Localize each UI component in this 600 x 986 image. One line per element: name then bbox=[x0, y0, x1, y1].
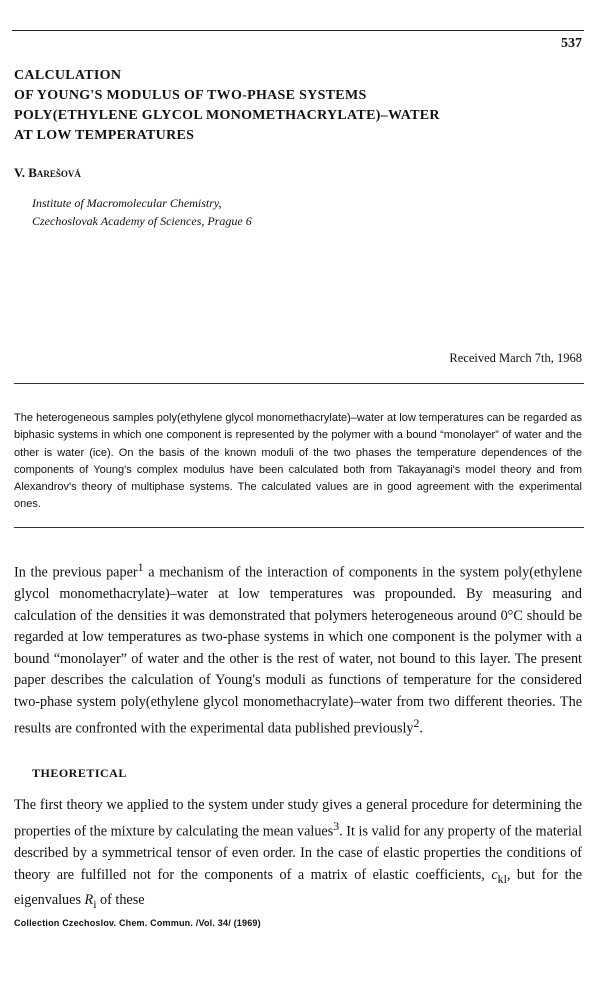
reference-1: 1 bbox=[137, 560, 144, 574]
reference-3: 3 bbox=[333, 819, 340, 834]
theory-text-3: , but for the eigenvalues bbox=[14, 866, 582, 908]
article-title bbox=[14, 66, 574, 146]
author-name: V. Barešová bbox=[14, 165, 81, 180]
journal-footer: Collection Czechoslov. Chem. Commun. /Vol. 34/ (1969) bbox=[14, 918, 261, 928]
page-number: 537 bbox=[561, 36, 582, 51]
affiliation-line-2: Czechoslovak Academy of Sciences, Prague 6 bbox=[32, 214, 252, 228]
theory-paragraph bbox=[14, 795, 582, 915]
abstract-top-rule bbox=[14, 383, 584, 384]
theory-text-end: of these bbox=[96, 891, 145, 908]
symbol-c: c bbox=[491, 866, 498, 883]
theory-text-2: . It is valid for any property of the material described by a symmetrical tensor of even order. In the case of elastic properties the conditions of theory are fulfilled not for the components of a matrix of elastic coefficients, bbox=[14, 824, 583, 883]
header-rule bbox=[12, 30, 584, 31]
symbol-c-subscript: kl bbox=[497, 871, 507, 886]
symbol-r: R bbox=[84, 891, 94, 908]
title-line-1: CALCULATION bbox=[14, 68, 122, 83]
intro-paragraph bbox=[14, 557, 582, 740]
title-line-2: OF YOUNG'S MODULUS OF TWO-PHASE SYSTEMS bbox=[14, 88, 367, 103]
abstract-bottom-rule bbox=[14, 527, 584, 528]
intro-text-2: a mechanism of the interaction of components in the system poly(ethylene glycol monomethacrylate)–water at low temperatures was propounded. By measuring and calculation of the densities it was demonstrated that polymers heterogeneous around 0°C should be regarded at low temperatures as two-phase systems in which one component is the polymer with a bound “monolayer” of water and the other is the rest of water, not bound to this layer. The present paper describes the calculation of Young's moduli as functions of temperature for the considered two-phase system poly(ethylene glycol monomethacrylate)–water from two different theories. The results are confronted with the experimental data published previously bbox=[14, 564, 582, 737]
author-affiliation bbox=[32, 194, 252, 230]
abstract: The heterogeneous samples poly(ethylene glycol monomethacrylate)–water at low temperatures can be regarded as biphasic systems in which one component is represented by the polymer with a bound “monolayer” of water and the other is water (ice). On the basis of the known moduli of the two phases the temperature dependences of the components of Young's complex modulus have been calculated both from Takayanagi's model theory and from Alexandrov's theory of multiphase systems. The calculated values are in good agreement with the experimental ones. bbox=[14, 412, 582, 511]
title-line-4: AT LOW TEMPERATURES bbox=[14, 128, 195, 143]
reference-2: 2 bbox=[413, 716, 420, 731]
section-heading-theoretical: THEORETICAL bbox=[32, 766, 127, 780]
intro-text-end: . bbox=[419, 720, 423, 737]
received-date: Received March 7th, 1968 bbox=[449, 351, 582, 365]
symbol-r-subscript: i bbox=[93, 896, 97, 911]
affiliation-line-1: Institute of Macromolecular Chemistry, bbox=[32, 196, 222, 210]
title-line-3: POLY(ETHYLENE GLYCOL MONOMETHACRYLATE)–WATER bbox=[14, 108, 440, 123]
intro-text-1: In the previous paper bbox=[14, 564, 138, 581]
theory-text-1: The first theory we applied to the system under study gives a general procedure for determining the properties of the mixture by calculating the mean values bbox=[14, 797, 582, 841]
